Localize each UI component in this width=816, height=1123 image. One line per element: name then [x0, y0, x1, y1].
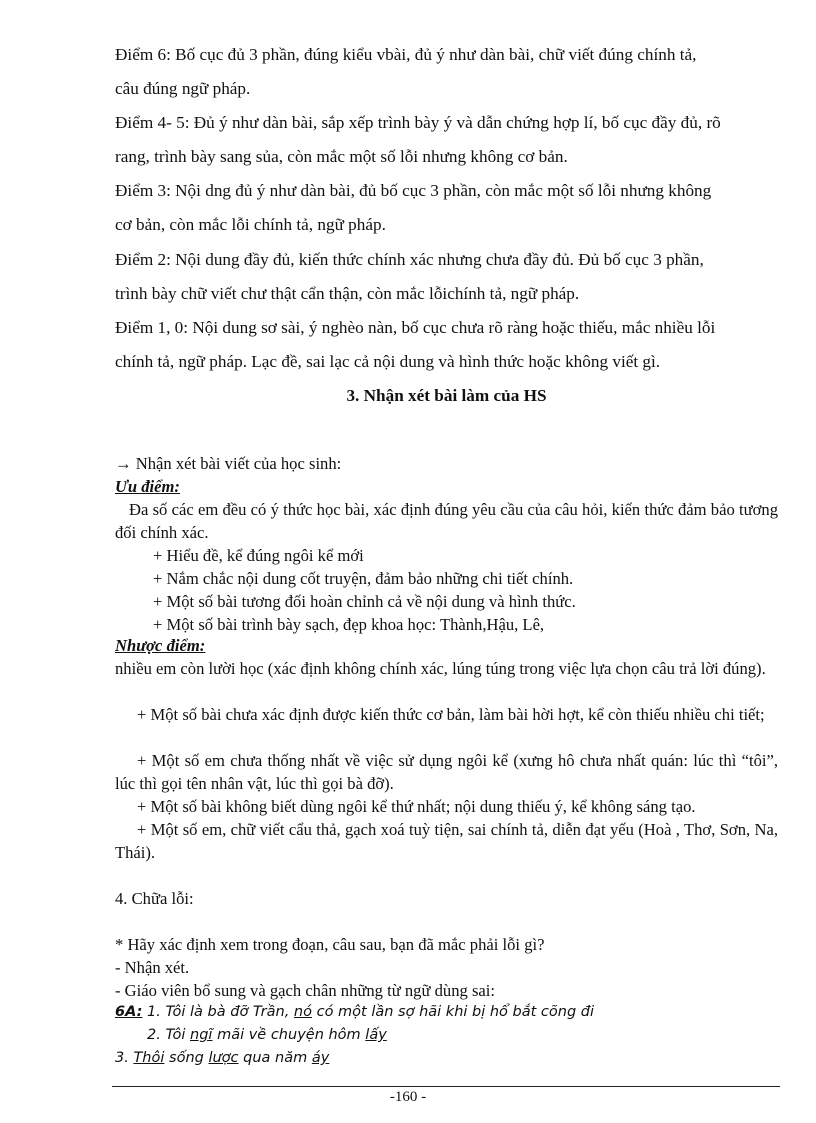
sentence-text: có một lần sợ hãi khi bị hổ bắt cõng đi — [311, 1004, 594, 1020]
remark-intro: → Nhận xét bài viết của học sinh: — [115, 454, 342, 473]
grade-1-0-line-2: chính tả, ngữ pháp. Lạc đề, sai lạc cả nội dung và hình thức hoặc không viết gì. — [115, 352, 661, 371]
grade-6-line-2: câu đúng ngữ pháp. — [115, 79, 251, 98]
grade-2-line-2: trình bày chữ viết chư thật cẩn thận, còn mắc lỗichính tả, ngữ pháp. — [115, 284, 580, 303]
weakness-item: + Một số em, chữ viết cẩu thả, gạch xoá tuỳ tiện, sai chính tả, diễn đạt yếu (Hoà , Thơ, Sơn, Na, Thái). — [115, 820, 778, 862]
error-word: Thôi — [133, 1050, 165, 1066]
exercise-step-1: - Nhận xét. — [115, 958, 190, 977]
strength-item: + Một số bài trình bày sạch, đẹp khoa học: Thành,Hậu, Lê, — [153, 615, 545, 634]
example-sentence-2 — [115, 1024, 810, 1046]
sentence-text: 1. Tôi là bà đỡ Trần, — [142, 1004, 294, 1020]
error-word: ngĩ — [190, 1027, 213, 1043]
error-word: lược — [208, 1050, 239, 1066]
strengths-heading: Ưu điểm: — [115, 477, 180, 496]
weakness-item: + Một số em chưa thống nhất về việc sử dụng ngôi kể (xưng hô chưa nhất quán: lúc thì “tôi”, lúc thì gọi tên nhân vật, lúc thì gọi bà đỡ). — [115, 751, 778, 793]
grade-6-line-1: Điểm 6: Bố cục đủ 3 phần, đúng kiểu vbài, đủ ý như dàn bài, chữ viết đúng chính tả, — [115, 45, 697, 64]
sentence-text: 2. Tôi — [147, 1027, 191, 1043]
error-word: lấy — [365, 1027, 387, 1043]
grade-3-line-1: Điểm 3: Nội dng đủ ý như dàn bài, đủ bố cục 3 phần, còn mắc một số lỗi nhưng không — [115, 181, 712, 200]
strength-item: + Một số bài tương đối hoàn chỉnh cả về nội dung và hình thức. — [153, 592, 576, 611]
strength-item: + Hiểu đề, kể đúng ngôi kể mới — [153, 546, 364, 565]
page-number: -160 - — [389, 1089, 427, 1105]
sentence-text: sống — [164, 1050, 209, 1066]
sentence-text: 3. — [115, 1050, 134, 1066]
footer-rule — [112, 1086, 780, 1087]
section-4-heading: 4. Chữa lỗi: — [115, 889, 194, 908]
grade-1-0-line-1: Điểm 1, 0: Nội dung sơ sài, ý nghèo nàn, bố cục chưa rõ ràng hoặc thiếu, mắc nhiều lỗi — [115, 318, 716, 337]
sentence-text: qua năm — [238, 1050, 312, 1066]
example-sentence-3 — [115, 1047, 778, 1069]
section-3-heading: 3. Nhận xét bài làm của HS — [346, 386, 547, 405]
example-sentence-1 — [115, 1001, 778, 1023]
strengths-intro: Đa số các em đều có ý thức học bài, xác định đúng yêu cầu của câu hỏi, kiến thức đảm bảo tương đối chính xác. — [115, 500, 778, 542]
weakness-item: + Một số bài chưa xác định được kiến thức cơ bản, làm bài hời hợt, kể còn thiếu nhiều chi tiết; — [137, 705, 765, 724]
strength-item: + Nắm chắc nội dung cốt truyện, đảm bảo những chi tiết chính. — [153, 569, 574, 588]
error-word: nó — [293, 1004, 312, 1020]
class-label: 6A: — [115, 1004, 143, 1020]
grade-3-line-2: cơ bản, còn mắc lỗi chính tả, ngữ pháp. — [115, 215, 386, 234]
grade-4-5-line-2: rang, trình bày sang sủa, còn mắc một số lỗi nhưng không cơ bản. — [115, 147, 568, 166]
exercise-step-2: - Giáo viên bổ sung và gạch chân những từ ngữ dùng sai: — [115, 981, 495, 1000]
sentence-text: mãi về chuyện hôm — [212, 1027, 366, 1043]
weakness-item: + Một số bài không biết dùng ngôi kể thứ nhất; nội dung thiếu ý, kể không sáng tạo. — [137, 797, 696, 816]
weaknesses-heading: Nhược điểm: — [115, 636, 206, 655]
grade-4-5-line-1: Điểm 4- 5: Đủ ý như dàn bài, sắp xếp trình bày ý và dẫn chứng hợp lí, bố cục đầy đủ, rõ — [115, 113, 721, 132]
error-word: áy — [311, 1050, 330, 1066]
weaknesses-intro: nhiều em còn lười học (xác định không chính xác, lúng túng trong việc lựa chọn câu trả lời đúng). — [115, 659, 766, 678]
grade-2-line-1: Điểm 2: Nội dung đầy đủ, kiến thức chính xác nhưng chưa đầy đủ. Đủ bố cục 3 phần, — [115, 250, 704, 269]
exercise-question: * Hãy xác định xem trong đoạn, câu sau, bạn đã mắc phải lỗi gì? — [115, 935, 545, 954]
